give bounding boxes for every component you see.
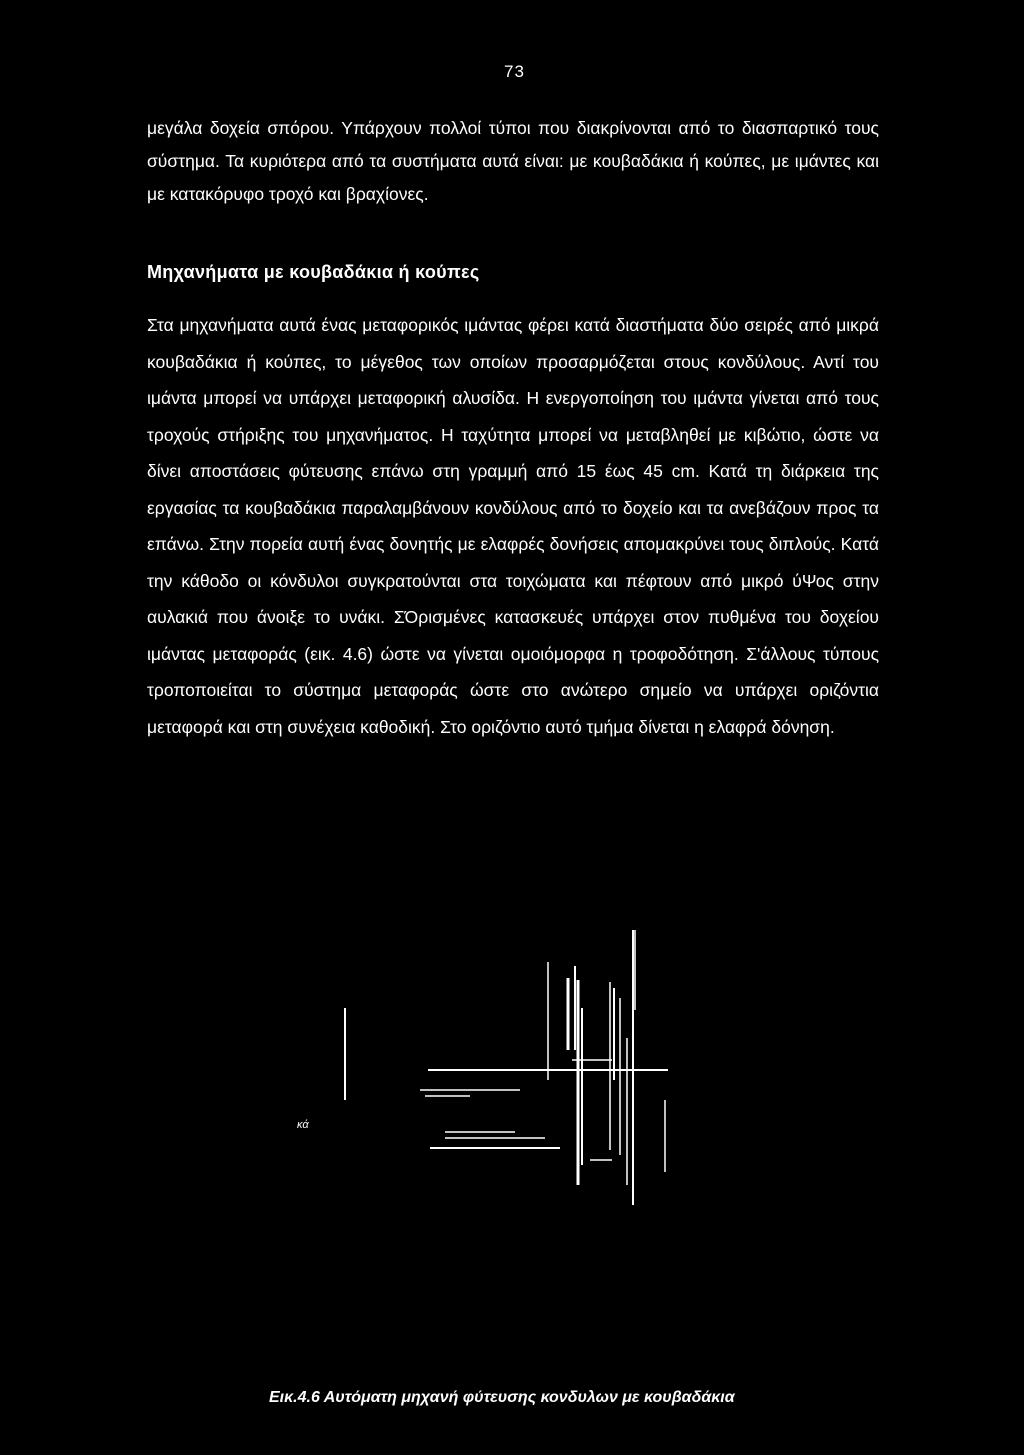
figure-machine-drawing <box>0 920 1024 1380</box>
section-body-paragraph: Στα μηχανήματα αυτά ένας μεταφορικός ιμάντας φέρει κατά διαστήματα δύο σειρές από μικρά κουβαδάκια ή κούπες, το μέγεθος των οποίων προσαρμόζεται στους κονδύλους. Αντί του ιμάντα μπορεί να υπάρχει μεταφορική αλυσίδα. Η ενεργοποίηση του ιμάντα γίνεται από τους τροχούς στήριξης του μηχανήματος. Η ταχύτητα μπορεί να μεταβληθεί με κιβώτιο, ώστε να δίνει αποστάσεις φύτευσης επάνω στη γραμμή από 15 έως 45 cm. Κατά τη διάρκεια της εργασίας τα κουβαδάκια παραλαμβάνουν κονδύλους από το δοχείο και τα ανεβάζουν προς τα επάνω. Στην πορεία αυτή ένας δονητής με ελαφρές δονήσεις απομακρύνει τους διπλούς. Κατά την κάθοδο οι κόνδυλοι συγκρατούνται στα τοιχώματα και πέφτουν από μικρό ύΨος στην αυλακιά που άνοιξε το υνάκι. ΣΌρισμένες κατασκευές υπάρχει στον πυθμένα του δοχείου ιμάντας μεταφοράς (εικ. 4.6) ώστε να γίνεται ομοιόμορφα η τροφοδότηση. Σ'άλλους τύπους τροποποιείται το σύστημα μεταφοράς ώστε στο ανώτερο σημείο να υπάρχει οριζόντια μεταφορά και στη συνέχεια καθοδική. Στο οριζόντιο αυτό τμήμα δίνεται η ελαφρά δόνηση. <box>147 315 879 737</box>
section-heading: Μηχανήματα με κουβαδάκια ή κούπες <box>147 262 480 282</box>
machine-line-drawing <box>0 920 1024 1380</box>
figure-label: κά <box>297 1119 309 1131</box>
intro-paragraph: μεγάλα δοχεία σπόρου. Υπάρχουν πολλοί τύποι που διακρίνονται από το διασπαρτικό τους σύστημα. Τα κυριότερα από τα συστήματα αυτά είναι: με κουβαδάκια ή κούπες, με ιμάντες και με κατακόρυφο τροχό και βραχίονες. <box>147 118 879 204</box>
page-number: 73 <box>504 62 525 81</box>
figure-caption: Εικ.4.6 Αυτόματη μηχανή φύτευσης κονδυλων με κουβαδάκια <box>269 1389 735 1406</box>
